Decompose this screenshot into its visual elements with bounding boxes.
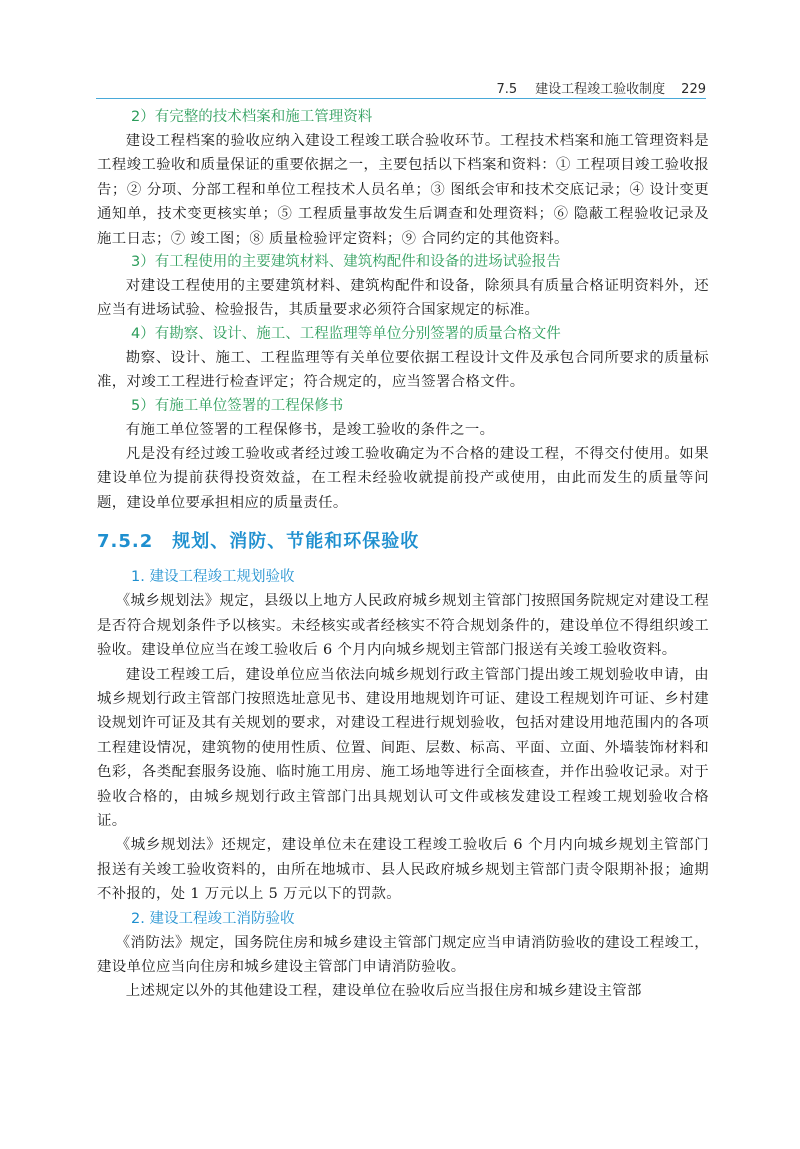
section-heading-7-5-2: 7.5.2 规划、消防、节能和环保验收 xyxy=(97,531,420,553)
subheading-warranty: 5）有施工单位签署的工程保修书 xyxy=(131,397,344,414)
paragraph-warranty: 有施工单位签署的工程保修书，是竣工验收的条件之一。 xyxy=(125,421,495,438)
subheading-test-reports: 3）有工程使用的主要建筑材料、建筑构配件和设备的进场试验报告 xyxy=(131,254,561,271)
paragraph-planning-law: 《城乡规划法》规定，县级以上地方人民政府城乡规划主管部门按照国务院规定对建设工程是否符合规划条件予以核实。未经核实或者经核实不符合规划条件的，建设单位不得组织竣工验收。建设单位应当在竣工验收后 6 个月内向城乡规划主管部门报送有关竣工验收资料。 xyxy=(97,593,709,659)
subheading-planning-acceptance: 1. 建设工程竣工规划验收 xyxy=(131,569,295,586)
page-content xyxy=(97,106,709,1004)
paragraph-fire-other: 上述规定以外的其他建设工程，建设单位在验收后应当报住房和城乡建设主管部 xyxy=(125,983,642,1000)
paragraph-unaccepted-works: 凡是没有经过竣工验收或者经过竣工验收确定为不合格的建设工程，不得交付使用。如果建设单位为提前获得投资效益，在工程未经验收就提前投产或使用，由此而发生的质量等问题，建设单位要承担相应的质量责任。 xyxy=(97,446,709,511)
paragraph-test-reports: 对建设工程使用的主要建筑材料、建筑构配件和设备，除须具有质量合格证明资料外，还应当有进场试验、检验报告，其质量要求必须符合国家规定的标准。 xyxy=(97,278,709,319)
paragraph-fire-law: 《消防法》规定，国务院住房和城乡建设主管部门规定应当申请消防验收的建设工程竣工，建设单位应当向住房和城乡建设主管部门申请消防验收。 xyxy=(97,934,709,975)
chapter-title: 建设工程竣工验收制度 xyxy=(535,82,666,97)
running-header xyxy=(96,78,706,97)
subheading-archives: 2）有完整的技术档案和施工管理资料 xyxy=(131,109,373,125)
page-number: 229 xyxy=(681,82,706,97)
paragraph-archives: 建设工程档案的验收应纳入建设工程竣工联合验收环节。工程技术档案和施工管理资料是工程竣工验收和质量保证的重要依据之一，主要包括以下档案和资料：① 工程项目竣工验收报告；② 分项、分部工程和单位工程技术人员名单；③ 图纸会审和技术交底记录；④ 设计变更通知单，技术变更核实单；⑤ 工程质量事故发生后调查和处理资料；⑥ 隐蔽工程验收记录及施工日志；⑦ 竣工图；⑧ 质量检验评定资料；⑨ 合同约定的其他资料。 xyxy=(97,133,709,247)
header-rule xyxy=(96,98,706,99)
subheading-qualification-documents: 4）有勘察、设计、施工、工程监理等单位分别签署的质量合格文件 xyxy=(131,325,561,342)
subheading-fire-acceptance: 2. 建设工程竣工消防验收 xyxy=(131,910,295,927)
paragraph-qualification-documents: 勘察、设计、施工、工程监理等有关单位要依据工程设计文件及承包合同所要求的质量标准，对竣工工程进行检查评定；符合规定的，应当签署合格文件。 xyxy=(97,349,709,391)
paragraph-planning-penalty: 《城乡规划法》还规定，建设单位未在建设工程竣工验收后 6 个月内向城乡规划主管部门报送有关竣工验收资料的，由所在地城市、县人民政府城乡规划主管部门责令限期补报；逾期不补报的，处 1 万元以上 5 万元以下的罚款。 xyxy=(97,837,709,903)
section-number: 7.5 xyxy=(496,82,518,97)
paragraph-planning-procedure: 建设工程竣工后，建设单位应当依法向城乡规划行政主管部门提出竣工规划验收申请，由城乡规划行政主管部门按照选址意见书、建设用地规划许可证、建设工程规划许可证、乡村建设规划许可证及其有关规划的要求，对建设工程进行规划验收，包括对建设用地范围内的各项工程建设情况，建筑物的使用性质、位置、间距、层数、标高、平面、立面、外墙装饰材料和色彩，各类配套服务设施、临时施工用房、施工场地等进行全面核查，并作出验收记录。对于验收合格的，由城乡规划行政主管部门出具规划认可文件或核发建设工程竣工规划验收合格证。 xyxy=(97,666,709,829)
